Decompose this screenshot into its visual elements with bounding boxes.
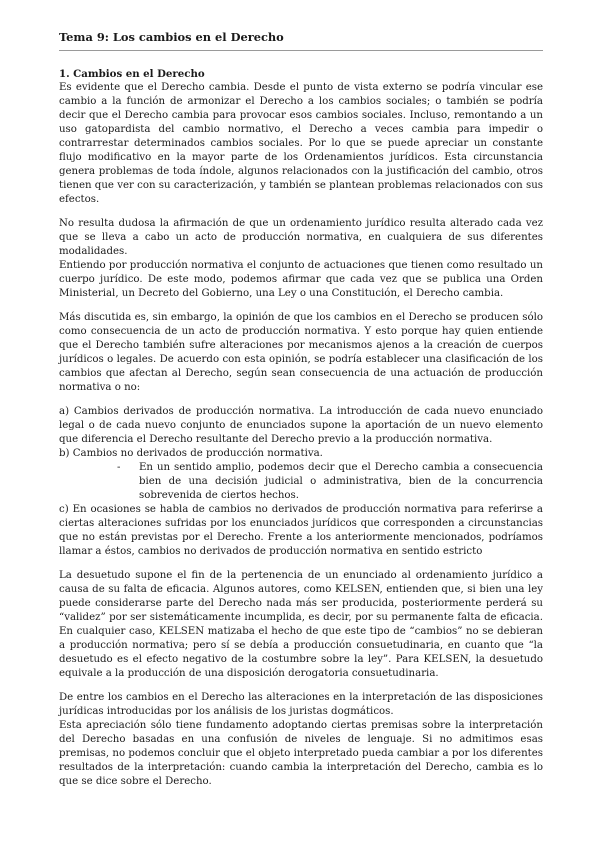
list-item-b: b) Cambios no derivados de producción normativa.: [59, 448, 323, 459]
list-item-c: c) En ocasiones se habla de cambios no derivados de producción normativa para referirse a ciertas alteraciones sufridas por los enunciados jurídicos que corresponden a circunstancias que no están previstas por el Derecho. Frente a los anteriormente mencionados, podríamos llamar a éstos, cambios no derivados de producción normativa en sentido estricto: [59, 504, 543, 557]
bullet-dash: -: [117, 462, 121, 473]
paragraph-produccion-normativa: Entiendo por producción normativa el conjunto de actuaciones que tienen como resultado un cuerpo jurídico. De este modo, podemos afirmar que cada vez que se publica una Orden Ministerial, un Decreto del Gobierno, una Ley o una Constitución, el Derecho cambia.: [59, 260, 543, 299]
paragraph-ordenamiento: No resulta dudosa la afirmación de que un ordenamiento jurídico resulta alterado cada vez que se lleva a cabo un acto de producción normativa, en cualquiera de sus diferentes modalidades.: [59, 218, 543, 257]
paragraph-desuetudo: La desuetudo supone el fin de la pertenencia de un enunciado al ordenamiento jurídico a causa de su falta de eficacia. Algunos autores, como KELSEN, entienden que, si bien una ley puede considerarse parte del Derecho nada más ser producida, posteriormente perderá su “validez” por ser sistemáticamente incumplida, es decir, por su permanente falta de eficacia. En cualquier caso, KELSEN matizaba el hecho de que este tipo de “cambios” no se debieran a producción normativa; pero sí se debía a producción consuetudinaria, en cuanto que “la desuetudo es el efecto negativo de la costumbre sobre la ley”. Para KELSEN, la desuetudo equivale a la producción de una disposición derogatoria consuetudinaria.: [59, 570, 543, 679]
paragraph-clasificacion: Más discutida es, sin embargo, la opinión de que los cambios en el Derecho se producen sólo como consecuencia de un acto de producción normativa. Y esto porque hay quien entiende que el Derecho también sufre alteraciones por mecanismos ajenos a la creación de cuerpos jurídicos o legales. De acuerdo con esta opinión, se podría establecer una clasificación de los cambios que afectan al Derecho, según sean consecuencia de una actuación de producción normativa o no:: [59, 312, 543, 393]
bullet-text: En un sentido amplio, podemos decir que el Derecho cambia a consecuencia bien de una decisión judicial o administrativa, bien de la concurrencia sobrevenida de ciertos hechos.: [139, 462, 543, 501]
paragraph-interpretacion: De entre los cambios en el Derecho las alteraciones en la interpretación de las disposiciones jurídicas introducidas por los análisis de los juristas dogmáticos.: [59, 692, 543, 717]
bullet-item: [117, 461, 543, 503]
document-page: [59, 30, 543, 789]
section-title: 1. Cambios en el Derecho: [59, 68, 205, 80]
paragraph-intro: Es evidente que el Derecho cambia. Desde el punto de vista externo se podría vincular ese cambio a la función de armonizar el Derecho a los cambios sociales; o también se podría decir que el Derecho cambia para provocar esos cambios sociales. Incluso, remontando a un uso gatopardista del cambio normativo, el Derecho a veces cambia para impedir o contrarrestar determinados cambios sociales. Por lo que se puede apreciar un constante flujo modificativo en la mayor parte de los Ordenamientos jurídicos. Esta circunstancia genera problemas de toda índole, algunos relacionados con la justificación del cambio, otros tienen que ver con su caracterización, y también se plantean problemas relacionados con sus efectos.: [59, 82, 543, 205]
page-header: Tema 9: Los cambios en el Derecho: [59, 30, 543, 51]
list-item-a: a) Cambios derivados de producción normativa. La introducción de cada nuevo enunciado legal o de cada nuevo conjunto de enunciados supone la aportación de un nuevo elemento que diferencia el Derecho resultante del Derecho previo a la producción normativa.: [59, 406, 543, 445]
paragraph-apreciacion: Esta apreciación sólo tiene fundamento adoptando ciertas premisas sobre la interpretación del Derecho basadas en una confusión de niveles de lenguaje. Si no admitimos esas premisas, no podemos concluir que el objeto interpretado pueda cambiar a por los diferentes resultados de la interpretación: cuando cambia la interpretación del Derecho, cambia es lo que se dice sobre el Derecho.: [59, 720, 543, 787]
